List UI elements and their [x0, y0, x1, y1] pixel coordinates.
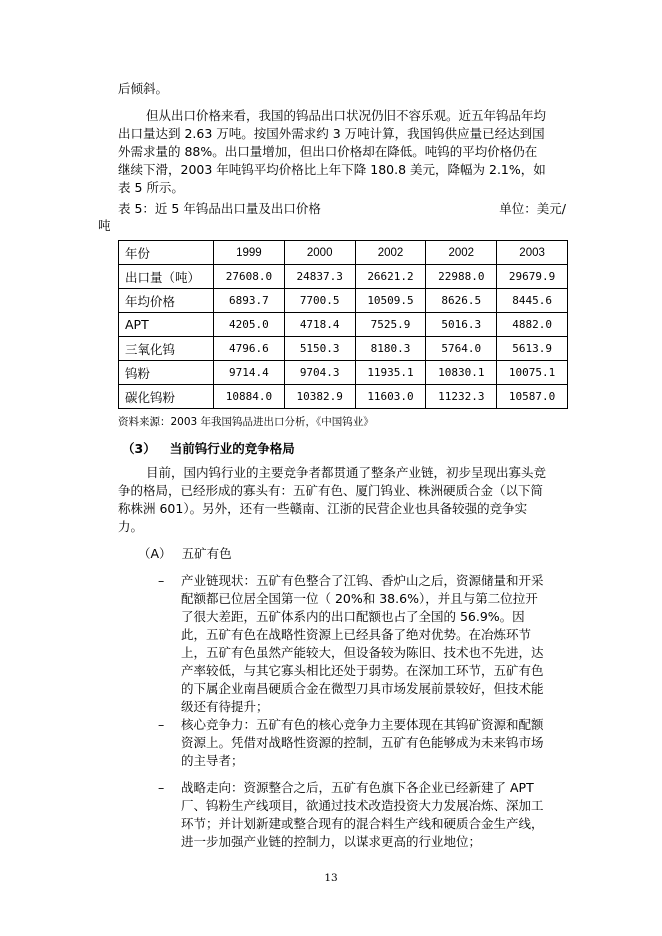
table-cell: 4796.6 [214, 337, 285, 361]
table-cell: 8180.3 [355, 337, 426, 361]
subsection-title: 五矿有色 [181, 546, 232, 561]
header-year: 1999 [214, 241, 285, 265]
table-cell: 5150.3 [284, 337, 355, 361]
section-title: 当前钨行业的竞争格局 [169, 441, 295, 456]
table-cell: 9714.4 [214, 361, 285, 385]
table-caption-title: 表 5：近 5 年钨品出口量及出口价格 [118, 201, 321, 216]
section-heading [122, 439, 295, 457]
bullet-item: 产业链现状：五矿有色整合了江钨、香炉山之后，资源储量和开采配额都已位居全国第一位（ 20%和 38.6%），并且与第二位拉开了很大差距，五矿体系内的出口配额也占了全国的 56.9%。因此，五矿有色在战略性资源上已经具备了绝对优势。在冶炼环节上，五矿有色虽然产能较大，但设备较为陈旧、技术也不先进，达产率较低，与其它寡头相比还处于弱势。在深加工环节，五矿有色的下属企业南昌硬质合金在微型刀具市场发展前景较好，但技术能级还有待提升； [181, 573, 544, 714]
table-cell: 5764.0 [426, 337, 497, 361]
table-cell: 10382.9 [284, 385, 355, 409]
header-year: 2002 [426, 241, 497, 265]
table-cell: 4718.4 [284, 313, 355, 337]
paragraph-export-price: 但从出口价格来看，我国的钨品出口状况仍旧不容乐观。近五年钨品年均出口量达到 2.63 万吨。按国外需求约 3 万吨计算，我国钨供应量已经达到国外需求量的 88%。出口量增加，但出口价格却在降低。吨钨的平均价格仍在继续下滑，2003 年吨钨平均价格比上年下降 180.8 美元，降幅为 2.1%，如表 5 所示。 [118, 108, 547, 195]
table-cell: 22988.0 [426, 265, 497, 289]
export-table [118, 240, 568, 409]
table-cell: 24837.3 [284, 265, 355, 289]
header-year: 2002 [355, 241, 426, 265]
table-cell: 5613.9 [497, 337, 568, 361]
row-label: 碳化钨粉 [119, 385, 214, 409]
table-cell: 29679.9 [497, 265, 568, 289]
bullet-dash-icon: – [158, 573, 165, 588]
subsection-number: （A） [138, 546, 172, 561]
table-caption [118, 201, 568, 217]
row-label: 出口量（吨） [119, 265, 214, 289]
paragraph-competition: 目前，国内钨行业的主要竞争者都贯通了整条产业链，初步呈现出寡头竞争的格局，已经形成的寡头有：五矿有色、厦门钨业、株洲硬质合金（以下简称株洲 601）。另外，还有一些赣南、江浙的民营企业也具备较强的竞争实力。 [118, 465, 547, 534]
header-year: 2000 [284, 241, 355, 265]
table-cell: 11603.0 [355, 385, 426, 409]
table-row [119, 361, 568, 385]
table-row [119, 337, 568, 361]
table-cell: 5016.3 [426, 313, 497, 337]
table-row [119, 313, 568, 337]
table-cell: 8626.5 [426, 289, 497, 313]
header-label: 年份 [119, 241, 214, 265]
table-cell: 7525.9 [355, 313, 426, 337]
table-cell: 6893.7 [214, 289, 285, 313]
table-cell: 4205.0 [214, 313, 285, 337]
table-cell: 11935.1 [355, 361, 426, 385]
table-unit-continued: 吨 [98, 218, 111, 233]
table-cell: 27608.0 [214, 265, 285, 289]
table-cell: 10509.5 [355, 289, 426, 313]
bullet-item: 核心竞争力：五矿有色的核心竞争力主要体现在其钨矿资源和配额资源上。凭借对战略性资源的控制，五矿有色能够成为未来钨市场的主导者； [181, 717, 544, 768]
section-number: （3） [122, 441, 156, 456]
table-row [119, 385, 568, 409]
row-label: 三氧化钨 [119, 337, 214, 361]
table-cell: 11232.3 [426, 385, 497, 409]
header-year: 2003 [497, 241, 568, 265]
table-row [119, 265, 568, 289]
table-cell: 4882.0 [497, 313, 568, 337]
subsection-heading [138, 544, 232, 562]
row-label: 年均价格 [119, 289, 214, 313]
table-cell: 26621.2 [355, 265, 426, 289]
row-label: 钨粉 [119, 361, 214, 385]
row-label: APT [119, 313, 214, 337]
table-header-row [119, 241, 568, 265]
paragraph-continuation: 后倾斜。 [118, 81, 169, 96]
table-source: 资料来源：2003 年我国钨品进出口分析，《中国钨业》 [118, 416, 374, 428]
page-number: 13 [324, 872, 338, 884]
table-cell: 9704.3 [284, 361, 355, 385]
table-cell: 10830.1 [426, 361, 497, 385]
table-row [119, 289, 568, 313]
table-cell: 7700.5 [284, 289, 355, 313]
table-cell: 10587.0 [497, 385, 568, 409]
table-cell: 10884.0 [214, 385, 285, 409]
table-cell: 8445.6 [497, 289, 568, 313]
bullet-item: 战略走向：资源整合之后，五矿有色旗下各企业已经新建了 APT 厂、钨粉生产线项目，欲通过技术改造投资大力发展冶炼、深加工环节；并计划新建或整合现有的混合料生产线和硬质合金生产线，进一步加强产业链的控制力，以谋求更高的行业地位； [181, 780, 544, 849]
table-unit: 单位：美元/ [499, 201, 566, 216]
bullet-dash-icon: – [158, 780, 165, 795]
bullet-dash-icon: – [158, 717, 165, 732]
table-cell: 10075.1 [497, 361, 568, 385]
